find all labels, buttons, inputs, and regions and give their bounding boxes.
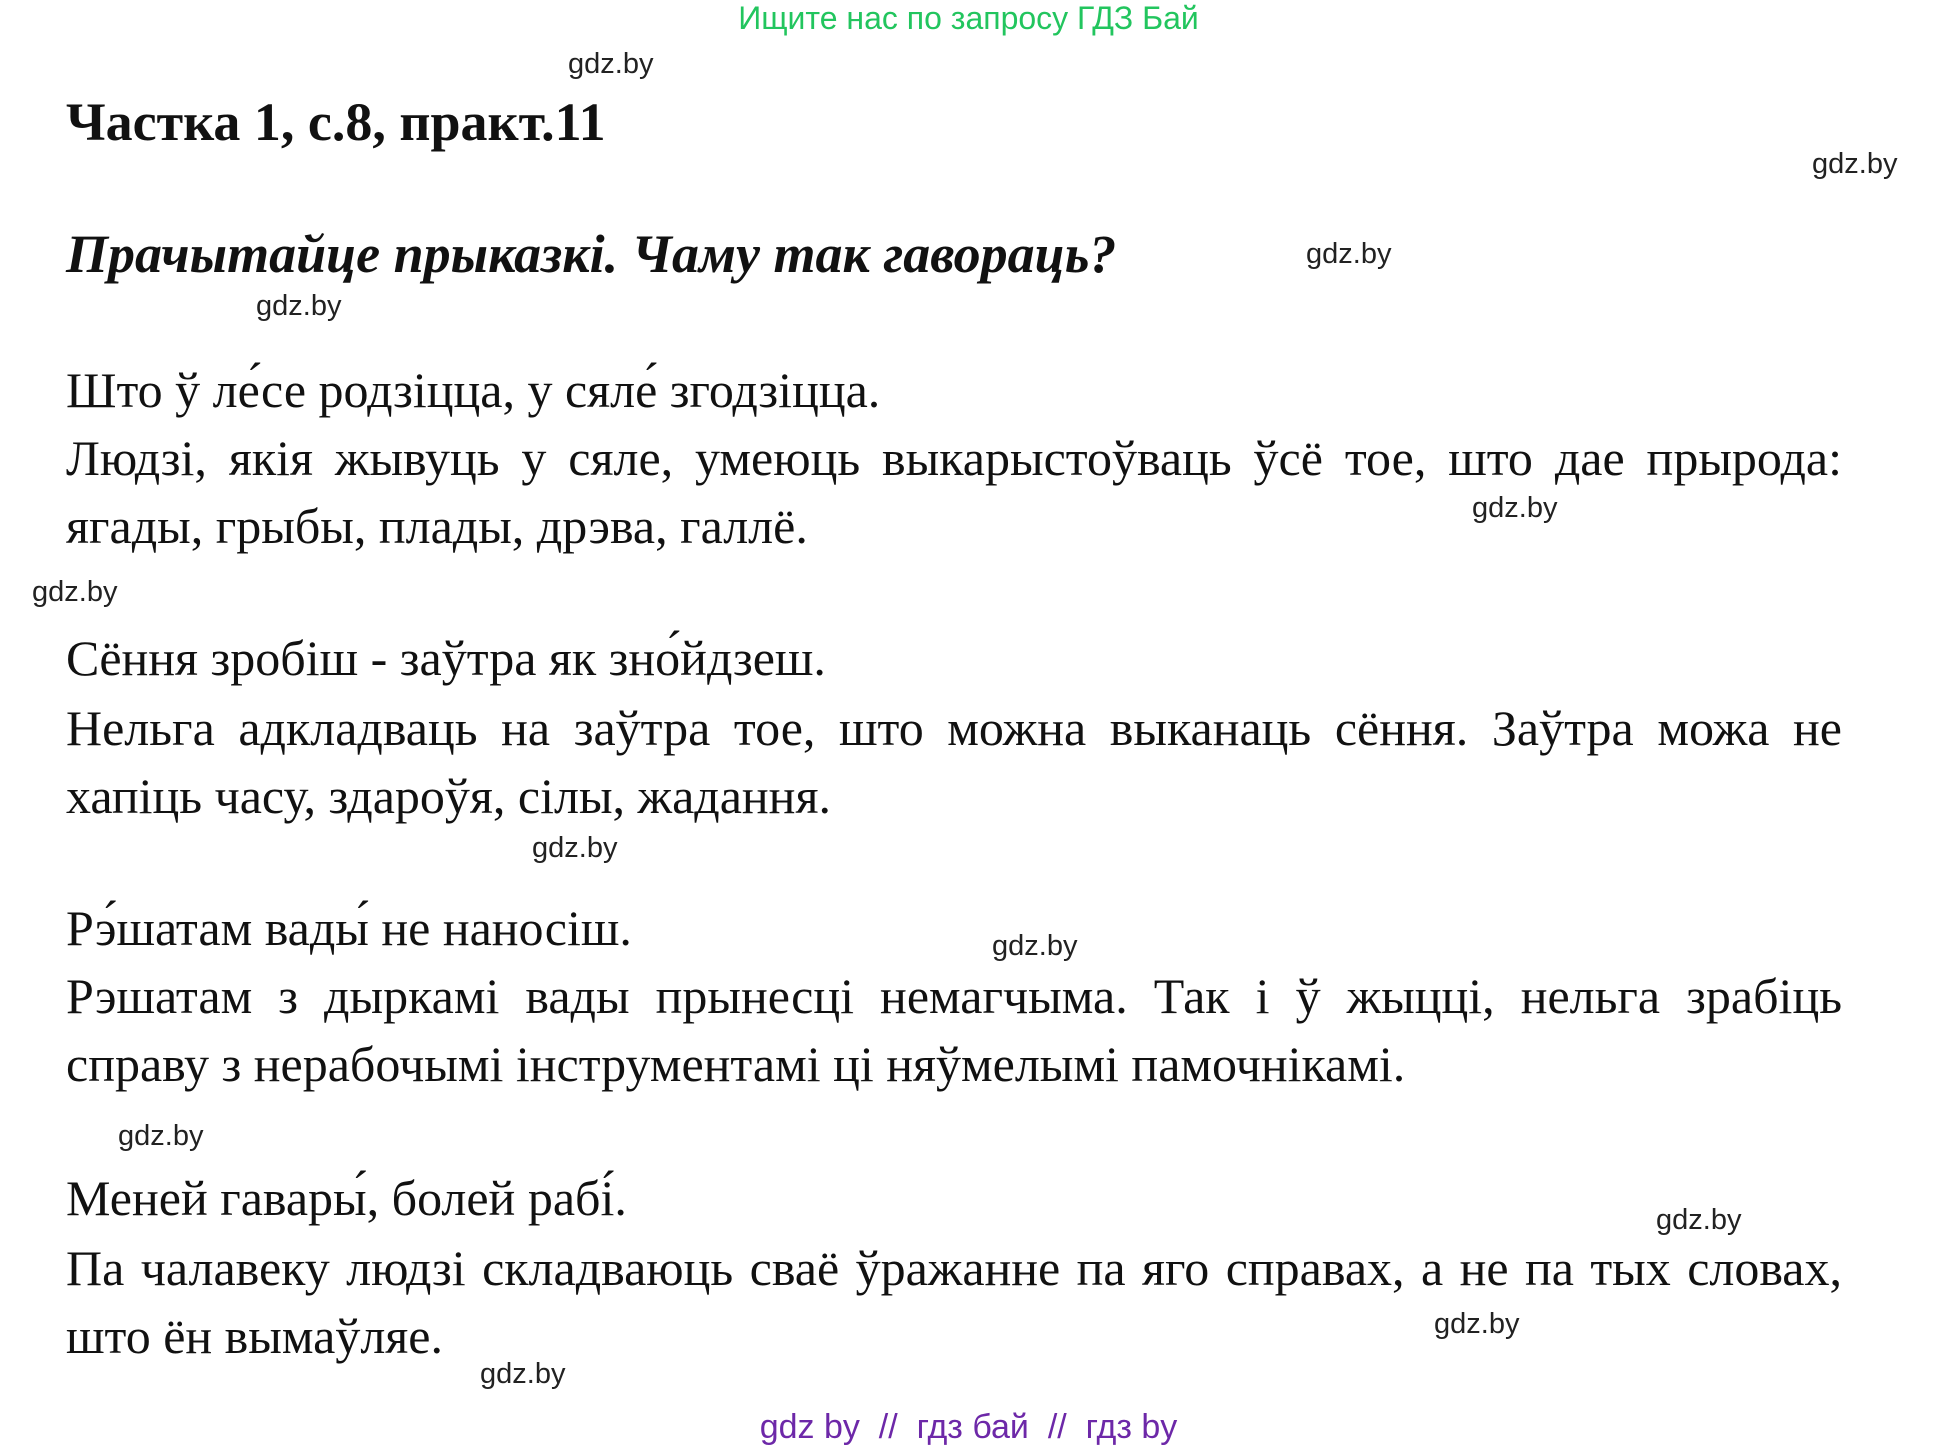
explanation-3: Рэшатам з дыркамі вады прынесці немагчыма. Так і ў жыцці, нельга зрабіць справу з нерабочымі інструментамі ці няўмелымі памочнікамі. bbox=[66, 968, 1842, 1092]
proverb-2-text: Сёння зробіш - заўтра як зно́йдзеш. bbox=[66, 630, 826, 686]
explanation-2: Нельга адкладваць на заўтра тое, што можна выканаць сёння. Заўтра можа не хапіць часу, здароўя, сілы, жадання. bbox=[66, 700, 1842, 824]
watermark: gdz.by bbox=[992, 930, 1078, 962]
proverb-1 bbox=[66, 360, 880, 420]
watermark: gdz.by bbox=[568, 48, 654, 80]
watermark: gdz.by bbox=[256, 290, 342, 322]
explanation-4: Па чалавеку людзі складваюць сваё ўражанне па яго справах, а не па тых словах, што ён вымаўляе. bbox=[66, 1240, 1842, 1364]
watermark: gdz.by bbox=[1656, 1204, 1742, 1236]
page-title: Частка 1, с.8, практ.11 bbox=[66, 92, 606, 152]
proverb-1-text: Што ў ле́се родзіцца, у сяле́ згодзіцца. bbox=[66, 362, 881, 418]
task-heading: Прачытайце прыказкі. Чаму так гавораць? bbox=[66, 224, 1117, 284]
watermark: gdz.by bbox=[1434, 1308, 1520, 1340]
proverb-4 bbox=[66, 1168, 627, 1228]
watermark: gdz.by bbox=[480, 1358, 566, 1390]
watermark: gdz.by bbox=[532, 832, 618, 864]
explanation-1: Людзі, якія жывуць у сяле, умеюць выкарыстоўваць ўсё тое, што дае прырода: ягады, грыбы, плады, дрэва, галлё. bbox=[66, 430, 1842, 554]
watermark: gdz.by bbox=[1306, 238, 1392, 270]
proverb-2 bbox=[66, 628, 826, 688]
top-banner: Ищите нас по запросу ГДЗ Бай bbox=[738, 0, 1199, 36]
watermark: gdz.by bbox=[118, 1120, 204, 1152]
watermark: gdz.by bbox=[32, 576, 118, 608]
proverb-3-text: Рэ́шатам вады́ не наносіш. bbox=[66, 900, 632, 956]
watermark: gdz.by bbox=[1472, 492, 1558, 524]
proverb-3 bbox=[66, 898, 632, 958]
watermark: gdz.by bbox=[1812, 148, 1898, 180]
footer: gdz by // гдз бай // гдз by bbox=[759, 1408, 1178, 1446]
proverb-4-text: Меней гавары́, болей рабі́. bbox=[66, 1170, 627, 1226]
